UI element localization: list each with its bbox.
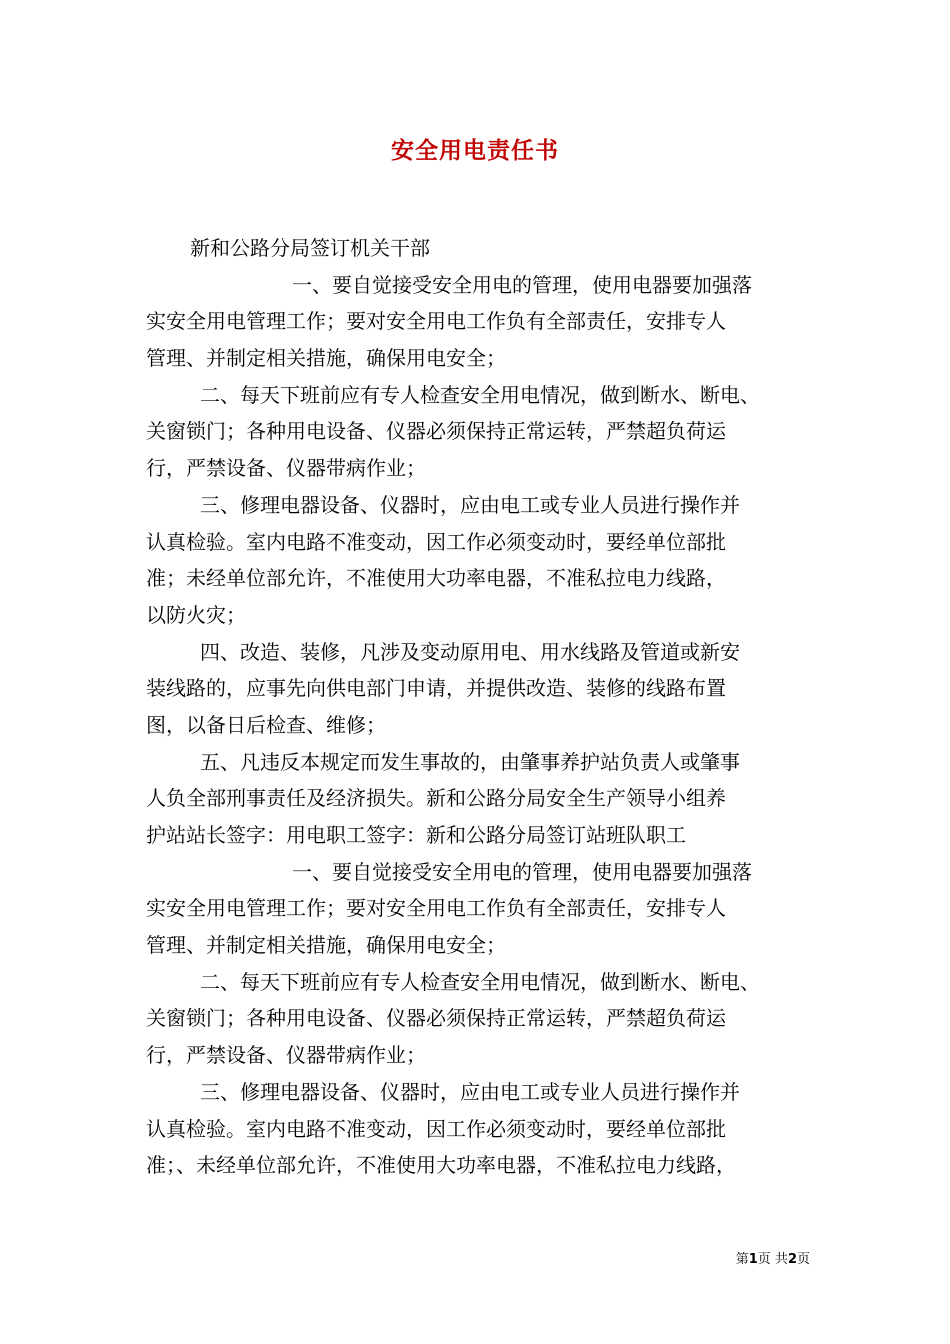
footer-prefix: 第 xyxy=(735,1252,749,1267)
text-line: 二、每天下班前应有专人检查安全用电情况，做到断水、断电、 xyxy=(200,969,760,994)
document-body xyxy=(146,230,810,1184)
text-line: 人负全部刑事责任及经济损失。新和公路分局安全生产领导小组养 xyxy=(146,786,726,811)
text-line: 五、凡违反本规定而发生事故的，由肇事养护站负责人或肇事 xyxy=(200,749,740,774)
text-line: 一、要自觉接受安全用电的管理，使用电器要加强落 xyxy=(292,859,752,884)
text-line: 图，以备日后检查、维修； xyxy=(146,712,386,737)
text-line: 以防火灾； xyxy=(146,602,246,627)
text-line: 行，严禁设备、仪器带病作业； xyxy=(146,1043,426,1068)
footer-middle: 页 共 xyxy=(757,1252,788,1267)
text-line: 管理、并制定相关措施，确保用电安全； xyxy=(146,346,506,371)
page-footer xyxy=(736,1248,810,1267)
text-line: 四、改造、装修，凡涉及变动原用电、用水线路及管道或新安 xyxy=(200,639,740,664)
footer-suffix: 页 xyxy=(796,1252,810,1267)
text-line: 认真检验。室内电路不准变动，因工作必须变动时，要经单位部批 xyxy=(146,529,726,554)
text-line: 装线路的，应事先向供电部门申请，并提供改造、装修的线路布置 xyxy=(146,676,726,701)
document-title: 安全用电责任书 xyxy=(391,137,559,164)
text-line: 新和公路分局签订机关干部 xyxy=(190,236,430,260)
text-line: 准；未经单位部允许，不准使用大功率电器，不准私拉电力线路， xyxy=(146,566,726,591)
text-line: 关窗锁门；各种用电设备、仪器必须保持正常运转，严禁超负荷运 xyxy=(146,1006,726,1031)
text-line: 二、每天下班前应有专人检查安全用电情况，做到断水、断电、 xyxy=(200,382,760,407)
text-line: 行，严禁设备、仪器带病作业； xyxy=(146,456,426,481)
text-line: 一、要自觉接受安全用电的管理，使用电器要加强落 xyxy=(292,272,752,297)
text-line: 准；、未经单位部允许，不准使用大功率电器，不准私拉电力线路， xyxy=(146,1153,736,1178)
text-line: 三、修理电器设备、仪器时，应由电工或专业人员进行操作并 xyxy=(200,1079,740,1104)
total-pages-number: 2 xyxy=(787,1252,797,1267)
text-line: 认真检验。室内电路不准变动，因工作必须变动时，要经单位部批 xyxy=(146,1116,726,1141)
text-line: 关窗锁门；各种用电设备、仪器必须保持正常运转，严禁超负荷运 xyxy=(146,419,726,444)
text-line: 护站站长签字：用电职工签字：新和公路分局签订站班队职工 xyxy=(146,823,686,847)
text-line: 实安全用电管理工作；要对安全用电工作负有全部责任，安排专人 xyxy=(146,896,726,921)
text-line: 实安全用电管理工作；要对安全用电工作负有全部责任，安排专人 xyxy=(146,309,726,334)
text-line: 三、修理电器设备、仪器时，应由电工或专业人员进行操作并 xyxy=(200,492,740,517)
text-line: 管理、并制定相关措施，确保用电安全； xyxy=(146,933,506,958)
current-page-number: 1 xyxy=(748,1252,758,1267)
